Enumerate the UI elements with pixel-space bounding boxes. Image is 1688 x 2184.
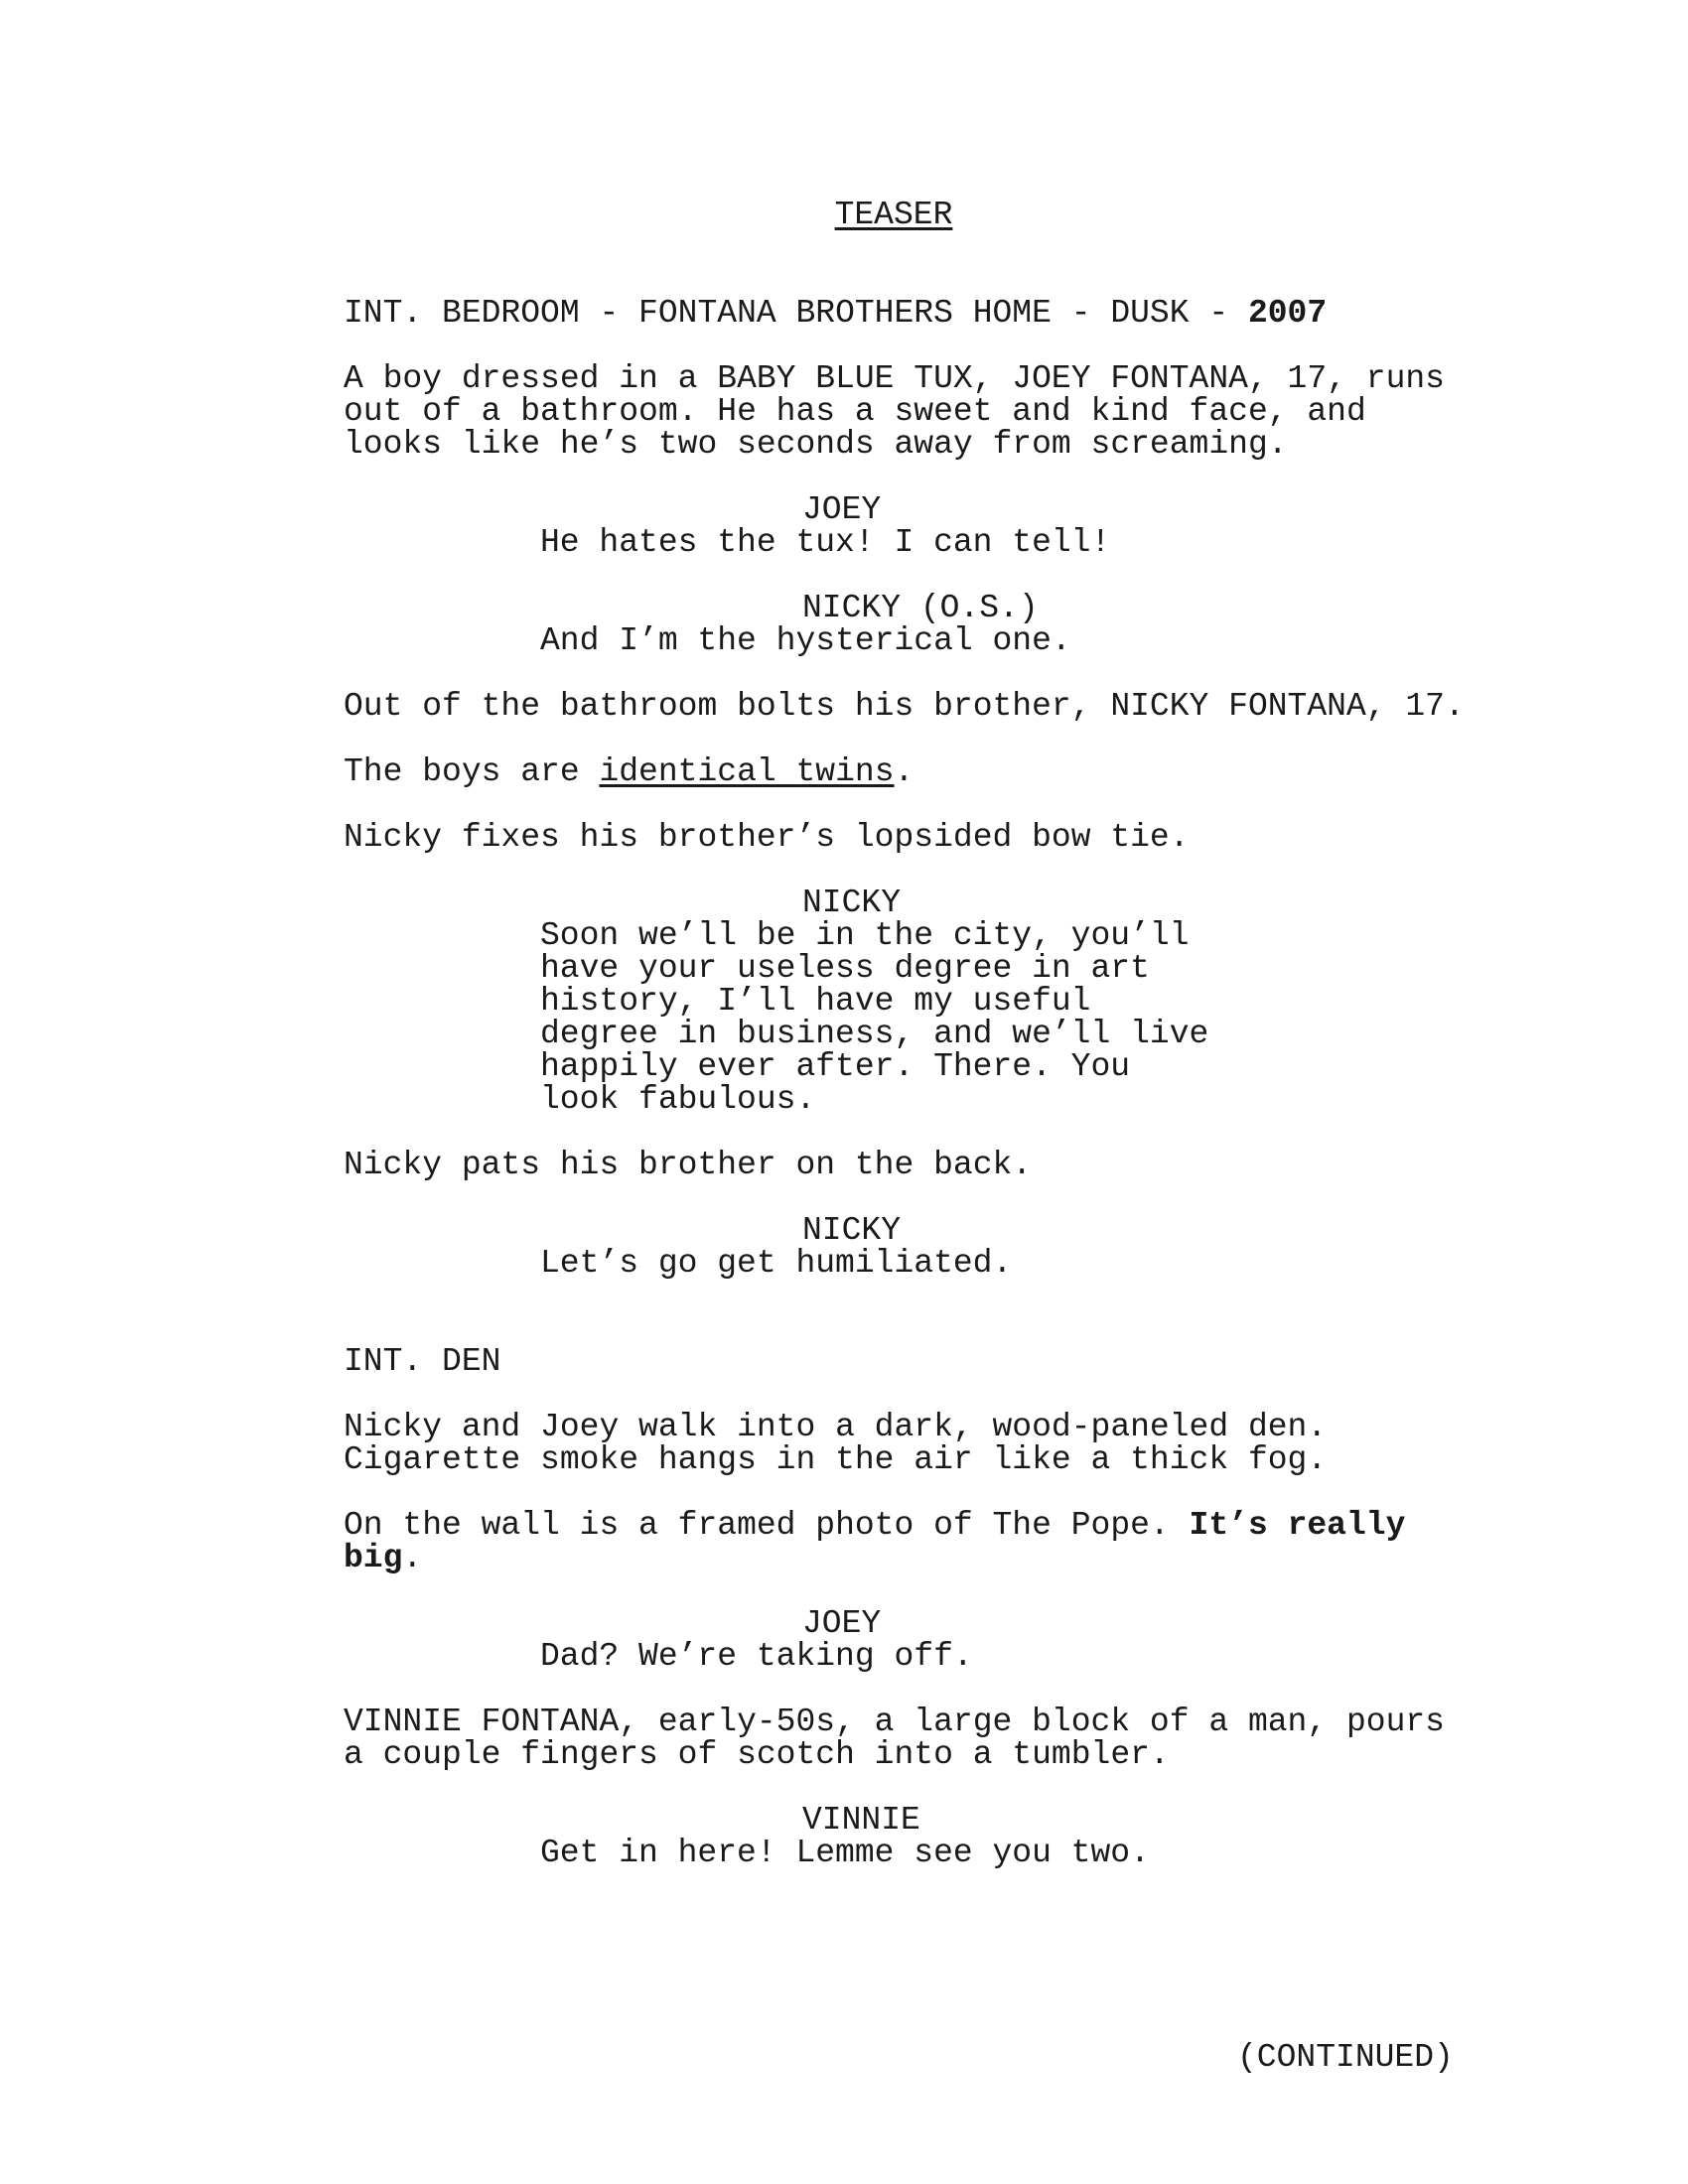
dialogue-block (540, 919, 1208, 1116)
dialogue-line: He hates the tux! I can tell! (540, 524, 1111, 561)
action-block (344, 1509, 1405, 1574)
action-line: looks like he’s two seconds away from screaming. (344, 426, 1288, 463)
action-line: a couple fingers of scotch into a tumbler. (344, 1736, 1170, 1773)
action-line: A boy dressed in a BABY BLUE TUX, JOEY FONTANA, 17, runs (344, 360, 1445, 397)
dialogue-block (540, 1247, 1012, 1280)
character-name: NICKY (802, 1212, 902, 1249)
action-line (344, 1542, 1405, 1574)
action-line: VINNIE FONTANA, early-50s, a large block of a man, pours (344, 1704, 1445, 1740)
action-line: Out of the bathroom bolts his brother, NICKY FONTANA, 17. (344, 688, 1465, 725)
dialogue-block (540, 1837, 1150, 1869)
scene-heading-text: INT. BEDROOM - FONTANA BROTHERS HOME - DUSK - (344, 295, 1248, 332)
dialogue-block (540, 624, 1071, 657)
action-line: Nicky and Joey walk into a dark, wood-paneled den. (344, 1409, 1328, 1445)
dialogue-line: look fabulous. (540, 1081, 816, 1118)
bold-text: big (344, 1540, 403, 1576)
bold-text: It’s really (1189, 1507, 1406, 1544)
character-name: JOEY (802, 491, 882, 528)
dialogue-line: Let’s go get humiliated. (540, 1245, 1013, 1282)
dialogue-line: Get in here! Lemme see you two. (540, 1835, 1150, 1871)
action-text: . (894, 753, 914, 790)
scene-heading-year: 2007 (1247, 295, 1328, 332)
action-block (344, 755, 914, 788)
action-line: Nicky fixes his brother’s lopsided bow tie. (344, 819, 1190, 856)
scene-heading (344, 297, 1327, 330)
underlined-text: identical twins (599, 753, 895, 790)
action-block (344, 1706, 1445, 1771)
dialogue-line: degree in business, and we’ll live (540, 1016, 1209, 1052)
action-line: Cigarette smoke hangs in the air like a thick fog. (344, 1441, 1328, 1478)
character-name: NICKY (802, 885, 902, 921)
action-block (344, 1411, 1327, 1476)
dialogue-line: Soon we’ll be in the city, you’ll (540, 917, 1190, 954)
action-block (344, 362, 1445, 461)
action-text: . (402, 1540, 423, 1576)
continued-label: (CONTINUED) (1237, 2039, 1454, 2076)
dialogue-block (540, 1640, 973, 1673)
action-line (344, 1509, 1405, 1542)
dialogue-line: history, I’ll have my useful (540, 983, 1091, 1020)
scene-heading: INT. DEN (344, 1343, 501, 1380)
character-name: NICKY (O.S.) (802, 590, 1039, 626)
dialogue-line: And I’m the hysterical one. (540, 622, 1071, 659)
character-name: VINNIE (802, 1802, 920, 1839)
dialogue-line: have your useless degree in art (540, 950, 1150, 987)
dialogue-line: happily ever after. There. You (540, 1048, 1131, 1085)
action-line: Nicky pats his brother on the back. (344, 1147, 1033, 1183)
action-line: out of a bathroom. He has a sweet and kind face, and (344, 393, 1366, 430)
character-name: JOEY (802, 1605, 882, 1642)
dialogue-line: Dad? We’re taking off. (540, 1638, 973, 1675)
dialogue-block (540, 526, 1110, 559)
action-text: The boys are (344, 753, 600, 790)
action-text: On the wall is a framed photo of The Pope. (344, 1507, 1190, 1544)
page-title: TEASER (834, 197, 953, 233)
